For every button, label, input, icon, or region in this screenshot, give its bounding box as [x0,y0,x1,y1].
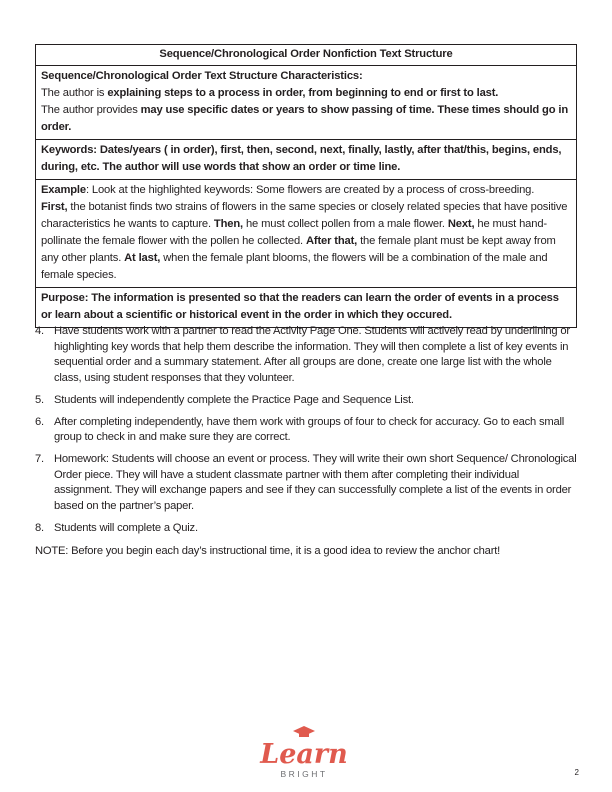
step-text: Homework: Students will choose an event or process. They will write their own short Sequence/ Chronological Order piece. They will have a student classmate partner with them after completing their individual assignment. They will exchange papers and see if they can successfully complete a list of the events in order based on the partner’s paper. [54,453,577,512]
characteristics-heading: Sequence/Chronological Order Text Structure Characteristics: [41,70,363,82]
characteristics-line2-bold: may use specific dates or years to show passing of time. These times should go in order. [41,104,569,133]
step-item [35,393,580,409]
characteristics-line1-pre: The author is [41,87,108,99]
note-text: NOTE: Before you begin each day’s instructional time, it is a good idea to review the anchor chart! [35,545,501,557]
page-number: 2 [574,768,579,777]
characteristics-cell [36,66,577,140]
characteristics-line1-bold: explaining steps to a process in order, from beginning to end or first to last. [107,87,499,99]
example-label: Example [41,184,86,196]
keywords-label: Keywords [41,144,94,156]
keyword-next: Next, [447,218,475,230]
step-number: 6. [35,415,44,428]
example-next-text: he must hand-pollinate the female flower with the pollen he collected. [41,218,547,247]
keyword-after-that: After that, [305,235,358,247]
step-item [35,324,580,386]
text-structure-table [35,44,577,328]
step-text: Students will complete a Quiz. [54,521,198,534]
keyword-then: Then, [213,218,244,230]
step-item [35,415,580,446]
learn-bright-logo [254,724,354,782]
step-text: Students will independently complete the Practice Page and Sequence List. [54,393,414,406]
keyword-first: First, [41,201,68,213]
example-then-text: he must collect pollen from a male flower. [243,218,448,230]
example-first-text: the botanist finds two strains of flowers in the same species or closely related species that have positive characteristics he wants to capture. [41,201,568,230]
step-text: Have students work with a partner to read the Activity Page One. Students will actively read by underlining or highlighting key words that help them describe the information. They will then complete a list of key events in sequential order and a summary statement. After all groups are done, create one large list with the whole class, using student responses that they volunteer. [54,325,570,384]
example-last-text: when the female plant blooms, the flowers will be a combination of the male and female species. [41,252,548,281]
keyword-at-last: At last, [124,252,161,264]
step-text: After completing independently, have them work with groups of four to check for accuracy. Go to each small group to check in and make sure they are correct. [54,415,565,443]
keywords-cell [36,140,577,180]
step-item [35,521,580,537]
example-intro: : Look at the highlighted keywords: Some flowers are created by a process of cross-breeding. [85,184,535,196]
purpose-text: Purpose: The information is presented so that the readers can learn the order of events in a process or learn about a scientific or historical event in the order in which they occured. [41,292,559,321]
characteristics-line2-pre: The author provides [41,104,141,116]
procedure-steps [35,324,580,560]
step-number: 8. [35,521,44,534]
logo-word: Learn [260,739,348,770]
step-number: 5. [35,393,44,406]
graduation-cap-icon [293,726,315,737]
step-number: 7. [35,453,44,465]
table-title: Sequence/Chronological Order Nonfiction Text Structure [36,45,577,66]
example-cell [36,180,577,288]
logo-subword: BRIGHT [280,769,328,779]
example-after-text: the female plant must be kept away from any other plants. [41,235,556,264]
step-item [35,452,580,514]
keywords-text: : Dates/years ( in order), first, then, second, next, finally, lastly, after that/this, begins, ends, during, etc. The author will use words that show an order or time line. [41,144,562,173]
purpose-cell [36,288,577,328]
step-number: 4. [35,325,44,337]
